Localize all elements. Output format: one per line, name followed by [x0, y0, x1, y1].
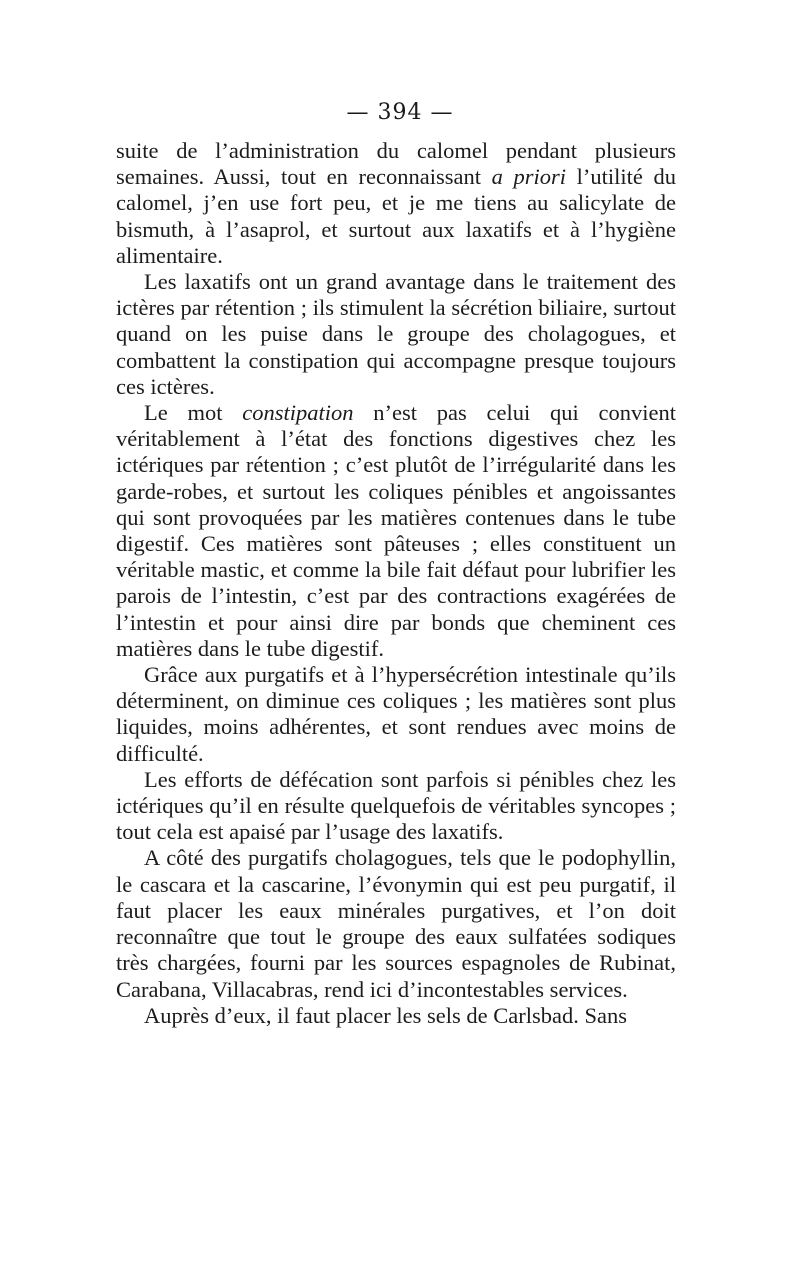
paragraph-5: [116, 767, 676, 846]
paragraph-2-text: Les laxatifs ont un grand avantage dans le traitement des ictères par rétention ; ils stimulent la sécrétion biliaire, surtout quand on les puise dans le groupe des cholagogues, et combattent la constipation qui accompagne presque toujours ces ictères.: [116, 269, 676, 399]
paragraph-4-text: Grâce aux purgatifs et à l’hypersécrétion intestinale qu’ils déterminent, on diminue ces coliques ; les matières sont plus liquides, moins adhérentes, et sont rendues avec moins de difficulté.: [116, 662, 676, 766]
paragraph-3-text-b: n’est pas celui qui convient véritablement à l’état des fonctions digestives chez les ictériques par rétention ; c’est plutôt de l’irrégularité dans les garde-robes, et surtout les coliques pénibles et angoissantes qui sont provoquées par les matières contenues dans le tube digestif. Ces matières sont pâteuses ; elles constituent un véritable mastic, et comme la bile fait défaut pour lubrifier les parois de l’intestin, c’est par des contractions exagérées de l’intestin et pour ainsi dire par bonds que cheminent ces matières dans le tube digestif.: [116, 400, 677, 661]
paragraph-1-text-b: l’utilité du calomel, j’en use fort peu, et je me tiens au salicylate de bismuth, à l’asaprol, et surtout aux laxatifs et à l’hygiène alimentaire.: [116, 164, 676, 268]
paragraph-3: [116, 400, 676, 662]
paragraph-7-text: Auprès d’eux, il faut placer les sels de Carlsbad. Sans: [144, 1002, 627, 1028]
page-number: — 394 —: [346, 100, 454, 125]
paragraph-1: [116, 138, 676, 269]
paragraph-3-text-a: Le mot: [144, 400, 243, 426]
paragraph-1-emphasis: a priori: [491, 164, 566, 190]
paragraph-2: [116, 269, 676, 400]
body-text: [116, 138, 676, 1029]
paragraph-4: [116, 662, 676, 767]
paragraph-3-emphasis: constipation: [242, 400, 354, 426]
paragraph-6-text: A côté des purgatifs cholagogues, tels que le podophyllin, le cascara et la cascarine, l’évonymin qui est peu purgatif, il faut placer les eaux minérales purgatives, et l’on doit reconnaître que tout le groupe des eaux sulfatées sodiques très chargées, fourni par les sources espagnoles de Rubinat, Carabana, Villacabras, rend ici d’incontestables services.: [116, 845, 676, 1002]
paragraph-5-text: Les efforts de défécation sont parfois si pénibles chez les ictériques qu’il en résulte quelquefois de véritables syncopes ; tout cela est apaisé par l’usage des laxatifs.: [116, 766, 676, 845]
paragraph-7: [116, 1003, 676, 1029]
paragraph-6: [116, 845, 676, 1002]
paragraph-1-text-a: suite de l’administration du calomel pendant plusieurs semaines. Aussi, tout en reconnaissant: [116, 138, 676, 190]
